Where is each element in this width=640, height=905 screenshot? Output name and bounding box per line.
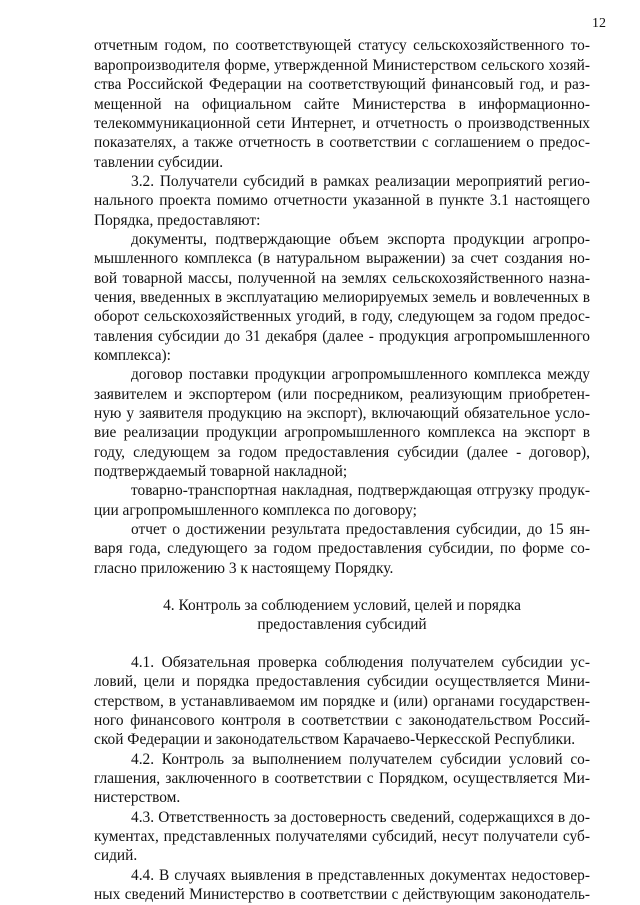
text-line: варопроизводителя форме, утвержденной Министерством сельского хозяй- [94, 57, 590, 74]
text-line: вие реализации продукции агропромышленного комплекса на экспорт в [94, 424, 590, 441]
text-line: отчетным годом, по соответствующей статусу сельскохозяйственного то- [94, 37, 590, 54]
section-heading: 4. Контроль за соблюдением условий, целей и порядка [163, 597, 521, 614]
page-number: 12 [592, 16, 606, 31]
text-line: глашения, заключенного в соответствии с Порядком, осуществляется Ми- [94, 770, 590, 787]
text-line: тавления субсидии до 31 декабря (далее - продукция агропромышленного [94, 328, 590, 345]
text-line: вой товарной массы, полученной на землях сельскохозяйственного назна- [94, 270, 590, 287]
text-line: 3.2. Получатели субсидий в рамках реализации мероприятий регио- [131, 173, 590, 190]
text-line: ную у заявителя продукцию на экспорт), включающий обязательное усло- [94, 405, 590, 422]
text-line: сидий. [94, 847, 138, 864]
text-line: тавлении субсидии. [94, 154, 224, 171]
text-line: ловий, цели и порядка предоставления субсидии осуществляется Мини- [94, 673, 590, 690]
text-line: телекоммуникационной сети Интернет, и отчетность о производственных [94, 115, 590, 132]
text-line: чения, введенных в эксплуатацию мелиорируемых земель и вовлеченных в [94, 289, 590, 306]
text-line: показателях, а также отчетность в соответствии с соглашением о предос- [94, 134, 590, 151]
text-line: заявителем и экспортером (или посредником, реализующим приобретен- [94, 386, 590, 403]
text-line: отчет о достижении результата предоставления субсидии, до 15 ян- [131, 521, 590, 538]
text-line: подтверждаемый товарной накладной; [94, 463, 348, 480]
section-heading: предоставления субсидий [257, 616, 427, 633]
text-line: ции агропромышленного комплекса по договору; [94, 502, 417, 519]
text-line: 4.1. Обязательная проверка соблюдения получателем субсидии ус- [131, 654, 590, 671]
text-line: ных сведений Министерство в соответствии с действующим законодатель- [94, 886, 590, 903]
text-line: 4.3. Ответственность за достоверность сведений, содержащихся в до- [131, 809, 590, 826]
text-line: кументах, представленных получателями субсидий, несут получатели суб- [94, 828, 590, 845]
text-line: оборот сельскохозяйственных угодий, в году, следующем за годом предос- [94, 308, 590, 325]
text-line: ного финансового контроля в соответствии с законодательством Россий- [94, 712, 590, 729]
text-line: ства Российской Федерации на соответствующий финансовый год, и раз- [94, 76, 590, 93]
text-line: мышленного комплекса (в натуральном выражении) за счет создания но- [94, 250, 590, 267]
text-line: стерством, в устанавливаемом им порядке и (или) органами государствен- [94, 693, 590, 710]
text-line: документы, подтверждающие объем экспорта продукции агропро- [131, 231, 590, 248]
text-line: 4.2. Контроль за выполнением получателем субсидии условий со- [131, 751, 590, 768]
text-line: нального проекта помимо отчетности указанной в пункте 3.1 настоящего [94, 192, 590, 209]
text-line: году, следующем за годом предоставления субсидии (далее - договор), [94, 444, 590, 461]
text-line: нистерством. [94, 789, 181, 806]
text-line: Порядка, предоставляют: [94, 212, 261, 229]
text-line: мещенной на официальном сайте Министерства в информационно- [94, 96, 590, 113]
text-line: 4.4. В случаях выявления в представленных документах недостовер- [131, 867, 590, 884]
text-line: комплекса): [94, 347, 171, 364]
text-line: товарно-транспортная накладная, подтверждающая отгрузку продук- [131, 482, 590, 499]
text-line: ской Федерации и законодательством Карачаево-Черкесской Республики. [94, 731, 576, 748]
text-line: договор поставки продукции агропромышленного комплекса между [131, 366, 590, 383]
text-line: варя года, следующего за годом предоставления субсидии, по форме со- [94, 540, 590, 557]
text-line: гласно приложению 3 к настоящему Порядку. [94, 560, 394, 577]
